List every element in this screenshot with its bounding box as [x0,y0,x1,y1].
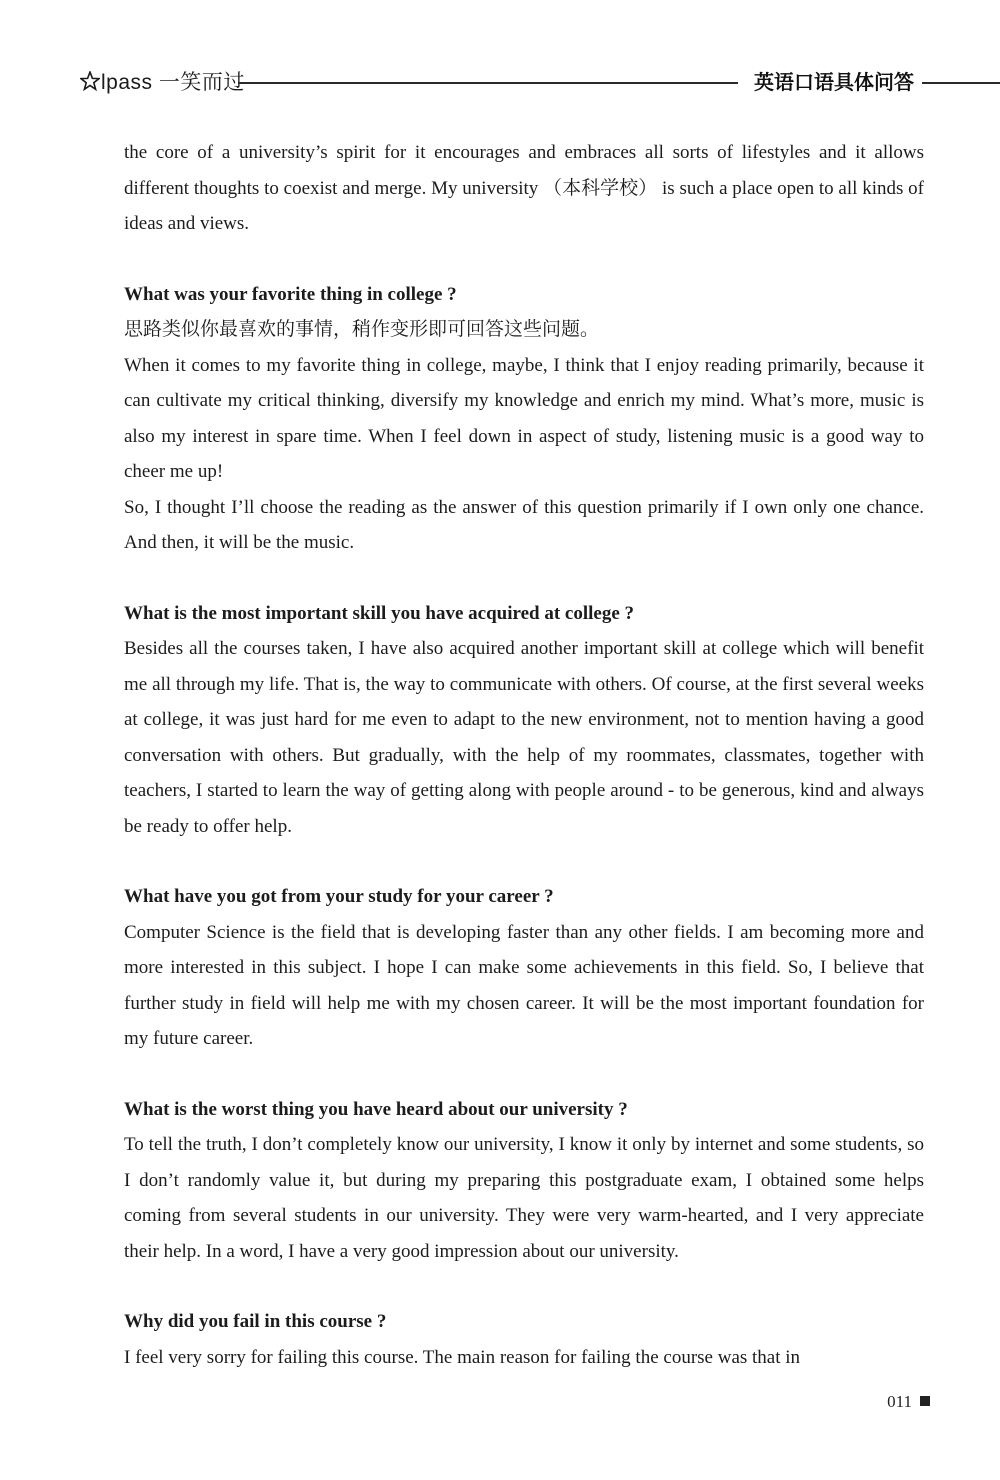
brand-logo [80,66,245,96]
page-number [887,1392,930,1412]
question-heading: What have you got from your study for your career ? [124,886,554,907]
brand-text: lpass 一笑而过 [101,71,245,94]
star-logo-icon [80,71,100,91]
question-heading: What is the worst thing you have heard about our university ? [124,1098,628,1120]
header-rule-right [922,82,1000,84]
question-heading: What was your favorite thing in college ? [124,283,457,305]
header-rule-left [238,82,738,84]
answer-paragraph: To tell the truth, I don’t completely know our university, I know it only by internet and some students, so I don’t randomly value it, but during my preparing this postgraduate exam, I obtained some helps coming from several students in our university. They were very warm-hearted, and I very appreciate their help. In a word, I have a very good impression about our university. [124,1134,924,1262]
answer-paragraph: When it comes to my favorite thing in college, maybe, I think that I enjoy reading primarily, because it can cultivate my critical thinking, diversify my knowledge and enrich my mind. What’s more, music is also my interest in spare time. When I feel down in aspect of study, listening music is a good way to cheer me up! [124,354,924,482]
intro-paragraph: the core of a university’s spirit for it encourages and embraces all sorts of lifestyles and it allows different thoughts to coexist and merge. My university （本科学校） is such a place open to all kinds of ideas and views. [124,142,924,234]
page-header [80,60,1000,100]
answer-paragraph: Computer Science is the field that is developing faster than any other fields. I am becoming more and more interested in this subject. I hope I can make some achievements in this field. So, I believe that further study in field will help me with my chosen career. It will be the most important foundation for my future career. [124,921,924,1049]
page-number-text: 011 [887,1392,912,1411]
square-marker-icon [920,1396,930,1406]
answer-paragraph: Besides all the courses taken, I have also acquired another important skill at college which will benefit me all through my life. That is, the way to communicate with others. Of course, at the first several weeks at college, it was just hard for me even to adapt to the new environment, not to mention having a good conversation with others. But gradually, with the help of my roommates, classmates, together with teachers, I started to learn the way of getting along with people around - to be generous, kind and always be ready to offer help. [124,638,924,837]
question-note: 思路类似你最喜欢的事情，稍作变形即可回答这些问题。 [124,318,600,340]
question-heading: What is the most important skill you have acquired at college ? [124,602,635,624]
answer-paragraph: I feel very sorry for failing this course. The main reason for failing the course was that in [124,1346,801,1368]
answer-paragraph: So, I thought I’ll choose the reading as the answer of this question primarily if I own only one chance. And then, it will be the music. [124,496,924,553]
section-title: 英语口语具体问答 [754,70,914,94]
question-heading: Why did you fail in this course ? [124,1311,387,1332]
page-content [124,135,924,1375]
